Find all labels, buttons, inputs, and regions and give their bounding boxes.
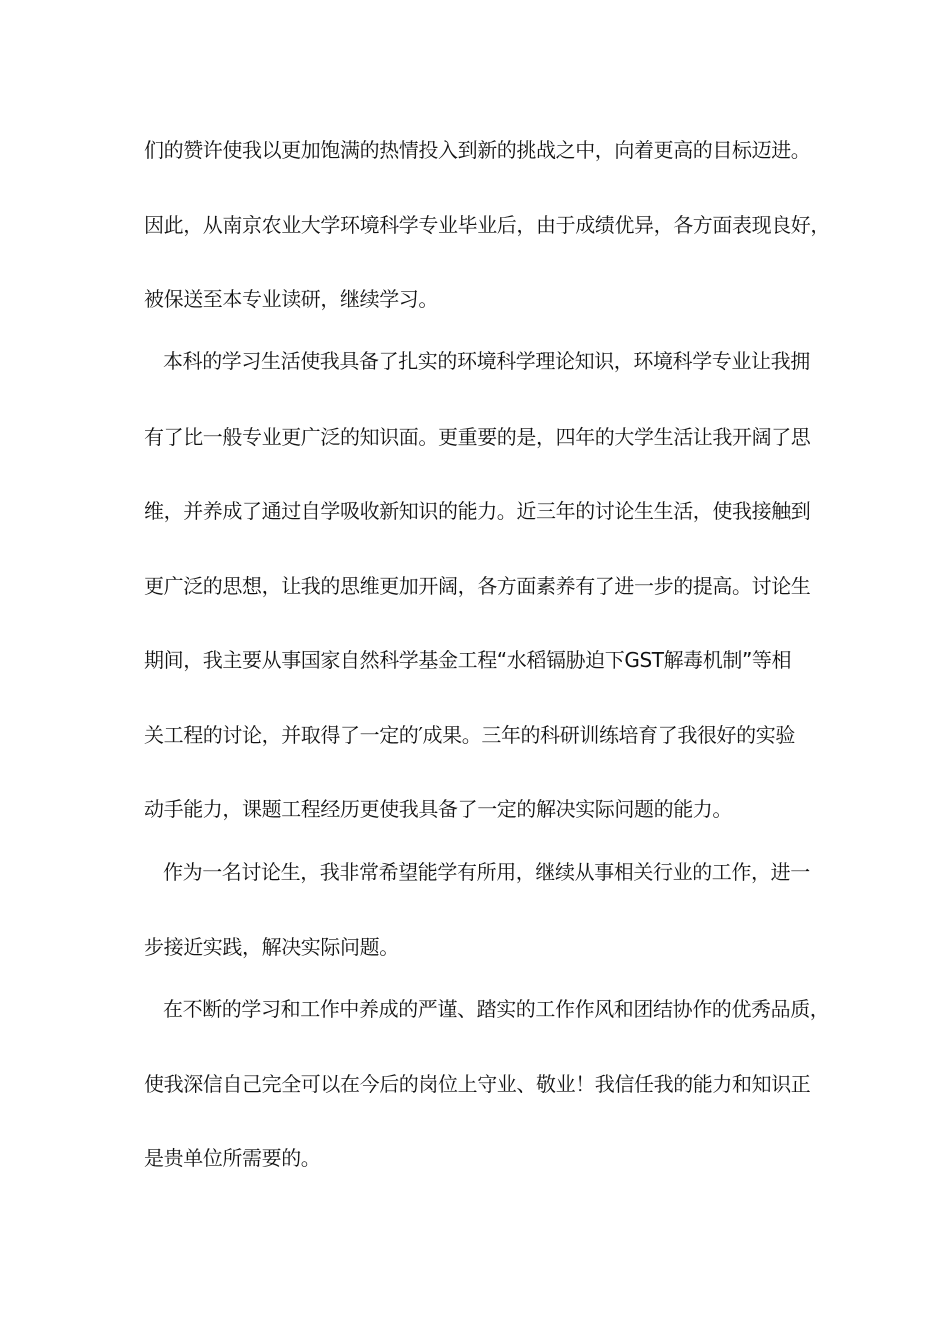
paragraph-start-line-13: 在不断的学习和工作中养成的严谨、踏实的工作作风和团结协作的优秀品质， bbox=[163, 997, 830, 1021]
text-line-7: 更广泛的思想，让我的思维更加开阔，各方面素养有了进一步的提高。讨论生 bbox=[144, 574, 811, 598]
text-line-3: 被保送至本专业读研，继续学习。 bbox=[144, 287, 438, 311]
text-line-14: 使我深信自己完全可以在今后的岗位上守业、敬业！我信任我的能力和知识正 bbox=[144, 1072, 811, 1096]
text-line-1: 们的赞许使我以更加饱满的热情投入到新的挑战之中，向着更高的目标迈进。 bbox=[144, 138, 811, 162]
text-line-5: 有了比一般专业更广泛的知识面。更重要的是，四年的大学生活让我开阔了思 bbox=[144, 425, 811, 449]
paragraph-start-line-4: 本科的学习生活使我具备了扎实的环境科学理论知识，环境科学专业让我拥 bbox=[163, 349, 810, 373]
text-line-8: 期间，我主要从事国家自然科学基金工程“水稻镉胁迫下GST解毒机制”等相 bbox=[144, 648, 792, 672]
text-line-10: 动手能力，课题工程经历更使我具备了一定的解决实际问题的能力。 bbox=[144, 797, 732, 821]
text-line-2: 因此，从南京农业大学环境科学专业毕业后，由于成绩优异，各方面表现良好， bbox=[144, 213, 830, 237]
text-line-15: 是贵单位所需要的。 bbox=[144, 1146, 321, 1170]
text-line-12: 步接近实践，解决实际问题。 bbox=[144, 935, 399, 959]
text-line-9: 关工程的讨论，并取得了一定的′成果。三年的科研训练培育了我很好的实验 bbox=[144, 723, 795, 747]
paragraph-start-line-11: 作为一名讨论生，我非常希望能学有所用，继续从事相关行业的工作，进一 bbox=[163, 860, 810, 884]
text-line-6: 维，并养成了通过自学吸收新知识的能力。近三年的讨论生生活，使我接触到 bbox=[144, 499, 811, 523]
